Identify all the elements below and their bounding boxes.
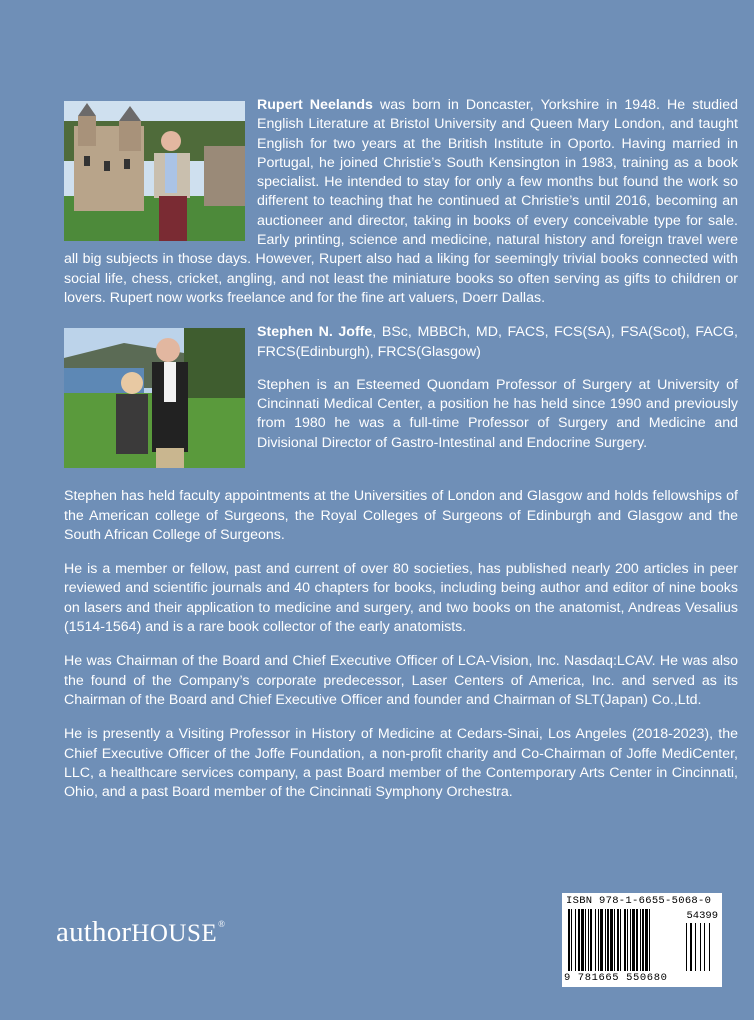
author-name: Rupert Neelands	[257, 97, 373, 113]
rupert-photo	[64, 101, 245, 241]
bio-paragraph: He is a member or fellow, past and current of over 80 societies, has published nearly 200 articles in peer reviewed and scientific journals and 40 chapters for books, including being author and editor of nine books on lasers and their application to medicine and surgery, and two books on the anatomist, Andreas Vesalius (1514-1564) and is a rare book collector of the early anatomists.	[64, 561, 738, 636]
bio-paragraph: He was Chairman of the Board and Chief Executive Officer of LCA-Vision, Inc. Nasdaq:LCAV. He was also the found of the Company’s corporate predecessor, Laser Centers of America, Inc. and served as its Chairman of the Board and Chief Executive Officer and founder and Chairman of SLT(Japan) Co.,Ltd.	[64, 653, 738, 708]
stephen-photo	[64, 328, 245, 468]
isbn-label: ISBN 978-1-6655-5068-0	[566, 895, 712, 907]
author-credentials: , BSc, MBBCh, MD, FACS, FCS(SA), FSA(Scot), FACG, FRCS(Edinburgh), FRCS(Glasgow)	[257, 324, 738, 360]
author-bio-text: was born in Doncaster, Yorkshire in 1948. He studied English Literature at Bristol University and Queen Mary London, and taught English for two years at the British Institute in Oporto. Having married in Portugal, he joined Christie’s South Kensington in 1983, training as a book specialist. He intended to stay for only a few months but found the work so different to teaching that he continued at Christie’s until 2016, becoming an auctioneer and director, taking in books of every conceivable type for sale. Early printing, science and medicine, natural history and foreign travel were all big subjects in those days. However, Rupert also had a liking for seemingly trivial books connected with social life, chess, cricket, angling, and not least the miniature books so often serving as gifts to children or lovers. Rupert now works freelance and for the fine art valuers, Doerr Dallas.	[64, 97, 738, 306]
author-bio-rupert	[64, 96, 738, 308]
isbn-barcode	[562, 893, 722, 987]
author-name: Stephen N. Joffe	[257, 324, 373, 341]
price-code: 54399	[686, 910, 718, 922]
author-bio-stephen	[64, 323, 738, 472]
bio-paragraph: Stephen has held faculty appointments at the Universities of London and Glasgow and holds fellowships of the American college of Surgeons, the Royal Colleges of Surgeons of Edinburgh and Glasgow and the South African College of Surgeons.	[64, 488, 738, 543]
barcode-digits: 9 781665 550680	[564, 972, 668, 984]
author-bio-intro: Stephen is an Esteemed Quondam Professor of Surgery at University of Cincinnati Medical Center, a position he has held since 1990 and previously from 1980 he was a full-time Professor of Surgery and Medicine and Divisional Director of Gastro-Intestinal and Endocrine Surgery.	[257, 376, 738, 451]
back-cover-content	[64, 96, 738, 817]
publisher-logo: authorHOUSE®	[56, 916, 226, 948]
bio-paragraph: He is presently a Visiting Professor in History of Medicine at Cedars-Sinai, Los Angeles (2018-2023), the Chief Executive Officer of the Joffe Foundation, a non-profit charity and Co-Chairman of Joffe MediCenter, LLC, a healthcare services company, a past Board member of the Contemporary Arts Center in Cincinnati, Ohio, and a past Board member of the Cincinnati Symphony Orchestra.	[64, 726, 738, 801]
